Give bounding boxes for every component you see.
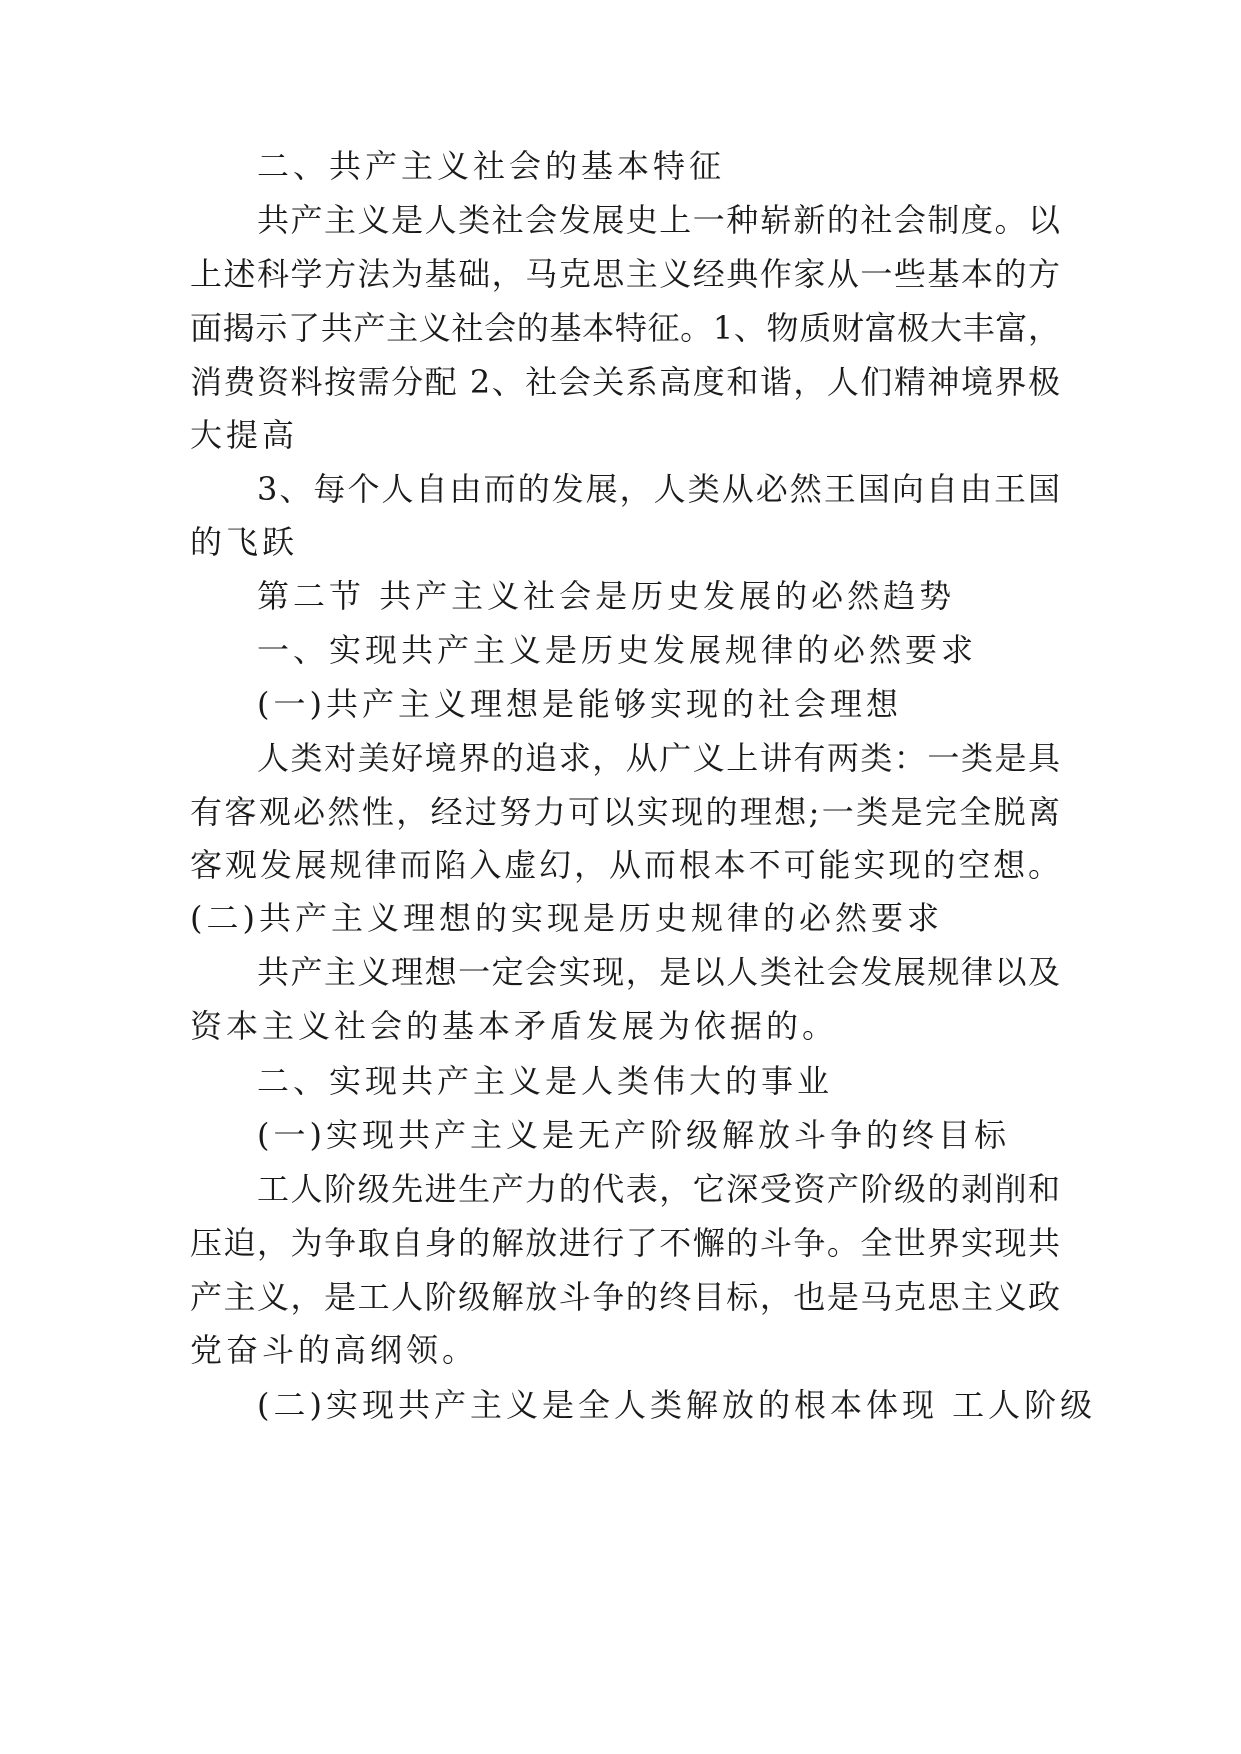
paragraph-line: 资本主义社会的基本矛盾发展为依据的。	[190, 1007, 839, 1045]
paragraph-line: 3、每个人自由而的发展，人类从必然王国向自由王国	[257, 470, 1060, 508]
paragraph-line: 的飞跃	[190, 523, 299, 561]
paragraph-line: 人类对美好境界的追求，从广义上讲有两类：一类是具	[257, 739, 1060, 777]
paragraph-line: 压迫，为争取自身的解放进行了不懈的斗争。全世界实现共	[190, 1224, 1060, 1262]
paragraph-line: 有客观必然性，经过努力可以实现的理想;一类是完全脱离	[190, 793, 1060, 831]
paragraph-line: 大提高	[190, 416, 299, 454]
subsection-heading: (二)实现共产主义是全人类解放的根本体现 工人阶级	[257, 1386, 1097, 1424]
paragraph-line: 产主义，是工人阶级解放斗争的终目标，也是马克思主义政	[190, 1278, 1060, 1316]
subsection-heading: (一)实现共产主义是无产阶级解放斗争的终目标	[257, 1116, 1010, 1154]
subsection-heading: (二)共产主义理想的实现是历史规律的必然要求	[190, 899, 943, 937]
section-heading-second-section: 第二节 共产主义社会是历史发展的必然趋势	[257, 577, 956, 615]
section-heading-basic-features: 二、共产主义社会的基本特征	[257, 147, 726, 185]
paragraph-line: 工人阶级先进生产力的代表，它深受资产阶级的剥削和	[257, 1170, 1060, 1208]
subsection-heading: (一)共产主义理想是能够实现的社会理想	[257, 685, 902, 723]
paragraph-line: 上述科学方法为基础，马克思主义经典作家从一些基本的方	[190, 255, 1060, 293]
paragraph-line: 消费资料按需分配 2、社会关系高度和谐，人们精神境界极	[190, 363, 1060, 401]
paragraph-line: 客观发展规律而陷入虚幻，从而根本不可能实现的空想。	[190, 846, 1060, 884]
paragraph-line: 党奋斗的高纲领。	[190, 1331, 479, 1369]
section-heading: 二、实现共产主义是人类伟大的事业	[257, 1062, 834, 1100]
paragraph-line: 共产主义是人类社会发展史上一种崭新的社会制度。以	[257, 201, 1060, 239]
paragraph-line: 面揭示了共产主义社会的基本特征。1、物质财富极大丰富，	[190, 309, 1060, 347]
subsection-heading: 一、实现共产主义是历史发展规律的必然要求	[257, 631, 978, 669]
paragraph-line: 共产主义理想一定会实现，是以人类社会发展规律以及	[257, 953, 1060, 991]
